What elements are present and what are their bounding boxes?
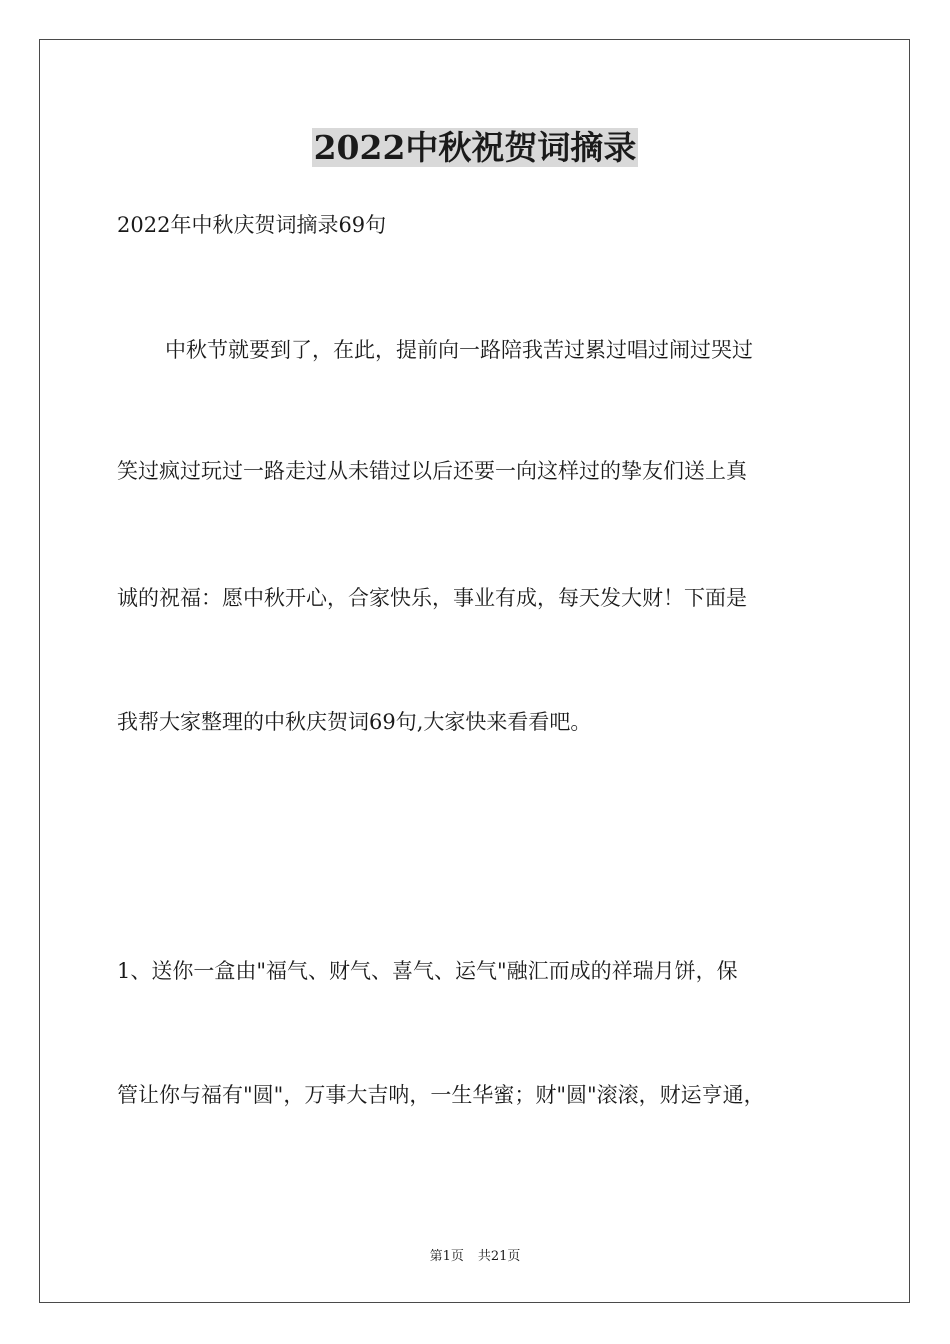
intro-line-4: 我帮大家整理的中秋庆贺词69句,大家快来看看吧。 [117,710,592,734]
intro-line-1: 中秋节就要到了，在此，提前向一路陪我苦过累过唱过闹过哭过 [165,338,753,362]
document-title [0,126,950,170]
document-subtitle: 2022年中秋庆贺词摘录69句 [117,213,387,237]
page-number: 第1页 [429,1249,464,1264]
document-title-text: 2022中秋祝贺词摘录 [313,128,637,167]
item1-line-2: 管让你与福有"圆"，万事大吉呐，一生华蜜；财"圆"滚滚，财运亨通， [117,1083,765,1107]
intro-line-3: 诚的祝福：愿中秋开心，合家快乐，事业有成，每天发大财！下面是 [117,586,747,610]
intro-line-2: 笑过疯过玩过一路走过从未错过以后还要一向这样过的挚友们送上真 [117,459,747,483]
page-total: 共21页 [477,1249,521,1264]
item1-line-1: 1、送你一盒由"福气、财气、喜气、运气"融汇而成的祥瑞月饼，保 [117,959,738,983]
page-footer [0,1248,950,1266]
